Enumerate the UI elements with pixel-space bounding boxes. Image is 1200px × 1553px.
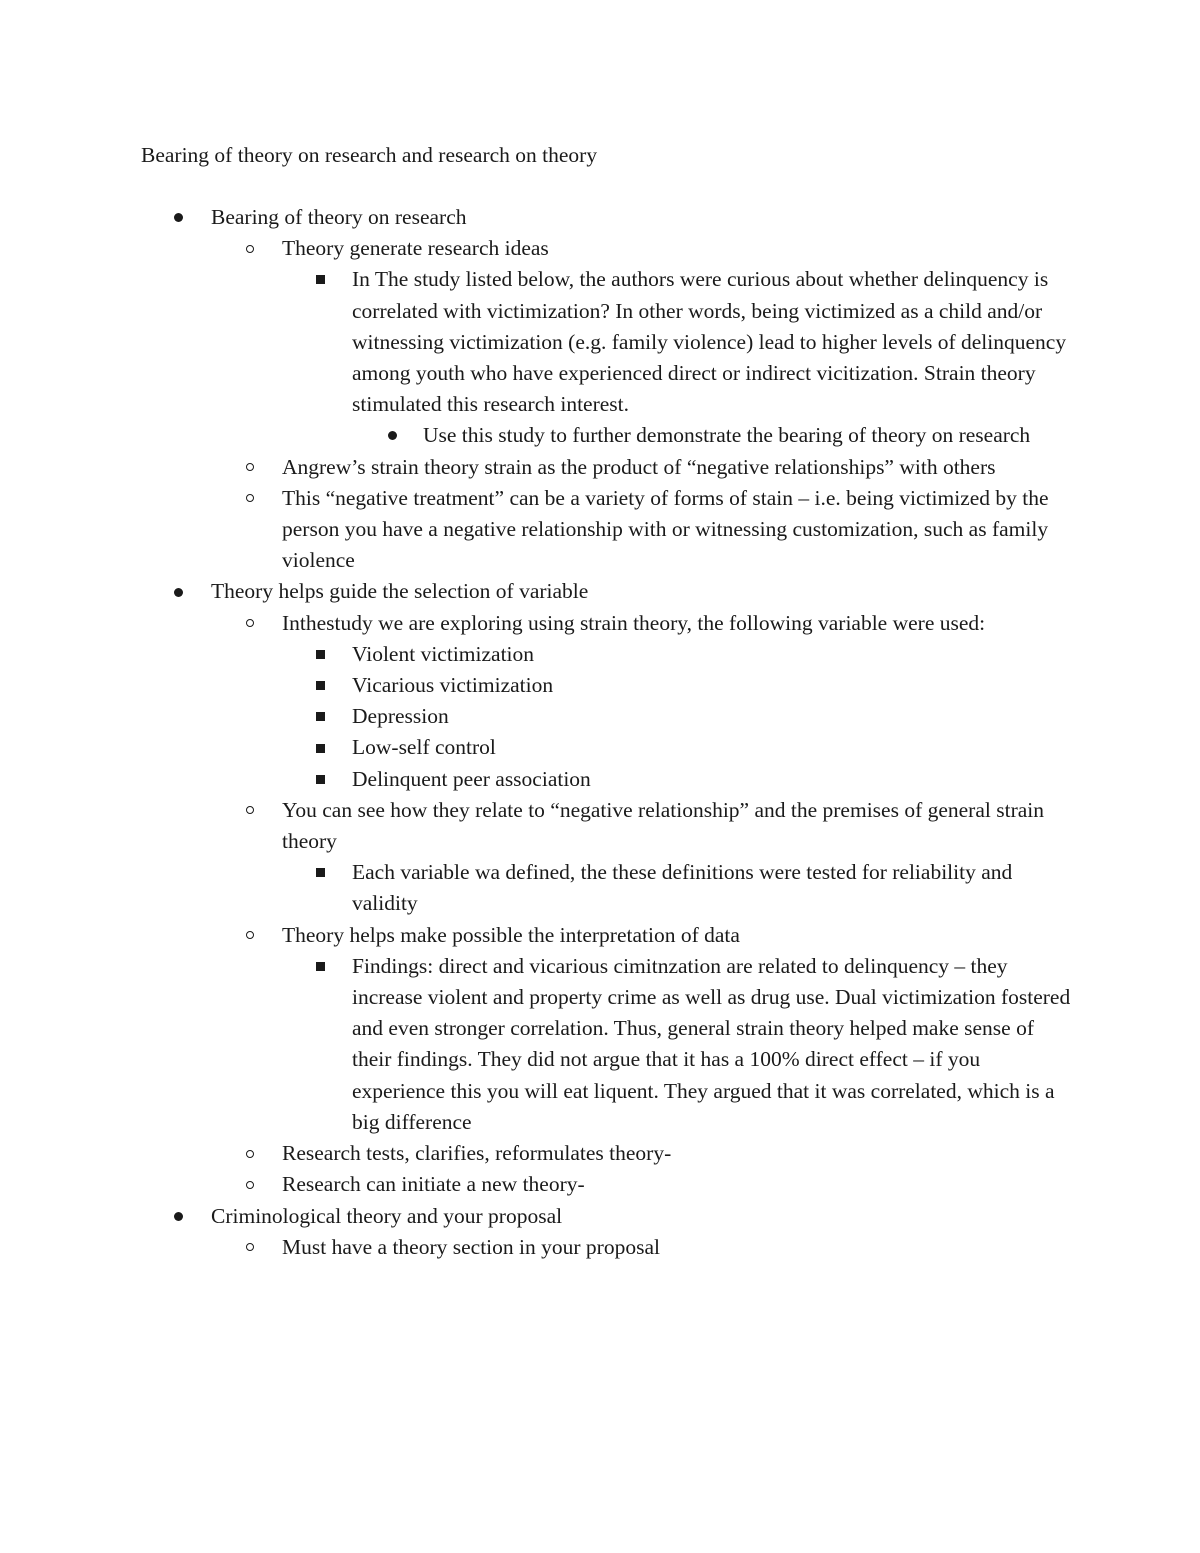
list-item [0, 732, 1072, 763]
circle-bullet-icon [246, 483, 254, 514]
square-bullet-icon [316, 764, 325, 795]
list-item [0, 1232, 1072, 1263]
list-item-text: Delinquent peer association [352, 766, 591, 791]
list-item-text: Inthestudy we are exploring using strain theory, the following variable were used: [282, 610, 986, 635]
list-item-text: Must have a theory section in your proposal [282, 1234, 660, 1259]
list-item [0, 920, 1072, 951]
list-item [0, 639, 1072, 670]
list-item-text: Bearing of theory on research [211, 205, 467, 229]
list-item [0, 670, 1072, 701]
circle-bullet-icon [246, 452, 254, 483]
list-item [0, 857, 1072, 919]
list-item-text: Use this study to further demonstrate the bearing of theory on research [423, 423, 1031, 448]
list-item-text: Theory generate research ideas [282, 236, 549, 261]
list-item [0, 420, 1073, 451]
square-bullet-icon [316, 951, 325, 982]
list-item [0, 764, 1072, 795]
list-item-text: Vicarious victimization [352, 673, 554, 698]
list-item-text: This “negative treatment” can be a variety of forms of stain – i.e. being victimized by the person you have a negative relationship with or witnessing customization, such as family violence [282, 485, 1049, 573]
list-item-text: Angrew’s strain theory strain as the product of “negative relationships” with others [282, 454, 996, 479]
list-item [0, 1169, 1072, 1200]
list-item-text: Research can initiate a new theory- [282, 1172, 585, 1197]
list-item-text: Low-self control [352, 735, 496, 760]
bullet-icon [174, 202, 183, 233]
list-item-text: Research tests, clarifies, reformulates theory- [282, 1141, 672, 1166]
list-item [0, 264, 1072, 420]
circle-bullet-icon [246, 233, 254, 264]
circle-bullet-icon [246, 1232, 254, 1263]
list-item [0, 452, 1072, 483]
list-item [0, 1138, 1072, 1169]
list-item-text: Theory helps guide the selection of variable [211, 579, 589, 604]
list-item [0, 202, 1071, 233]
list-item-text: Each variable wa defined, the these definitions were tested for reliability and validity [352, 860, 1013, 916]
list-item [0, 576, 1071, 607]
list-item [0, 795, 1072, 857]
circle-bullet-icon [246, 1138, 254, 1169]
list-item-text: Criminological theory and your proposal [211, 1203, 563, 1228]
list-item [0, 1201, 1071, 1232]
list-item [0, 951, 1072, 1138]
circle-bullet-icon [246, 920, 254, 951]
list-item-text: Violent victimization [352, 641, 535, 666]
bullet-icon [174, 1201, 183, 1232]
list-item-text: In The study listed below, the authors were curious about whether delinquency is correlated with victimization? In other words, being victimized as a child and/or witnessing victimization (e.g. family violence) lead to higher levels of delinquency among youth who have experienced direct or indirect vicitization. Strain theory stimulated this research interest. [352, 267, 1067, 417]
list-item [0, 483, 1072, 577]
square-bullet-icon [316, 857, 325, 888]
square-bullet-icon [316, 264, 325, 295]
bullet-outline [0, 202, 1200, 1263]
list-item [0, 701, 1072, 732]
circle-bullet-icon [246, 1169, 254, 1200]
circle-bullet-icon [246, 608, 254, 639]
list-item-text: Findings: direct and vicarious cimitnzation are related to delinquency – they increase violent and property crime as well as drug use. Dual victimization fostered and even stronger correlation. Thus, general strain theory helped make sense of their findings. They did not argue that it has a 100% direct effect – if you experience this you will eat liquent. They argued that it was correlated, which is a big difference [352, 953, 1071, 1134]
square-bullet-icon [316, 639, 325, 670]
bullet-icon [174, 576, 183, 607]
list-item [0, 233, 1072, 264]
square-bullet-icon [316, 670, 325, 701]
square-bullet-icon [316, 732, 325, 763]
circle-bullet-icon [246, 795, 254, 826]
list-item-text: Theory helps make possible the interpretation of data [282, 922, 740, 947]
list-item-text: You can see how they relate to “negative relationship” and the premises of general strain theory [282, 797, 1045, 854]
list-item-text: Depression [352, 704, 449, 729]
document-title: Bearing of theory on research and research on theory [141, 143, 598, 167]
square-bullet-icon [316, 701, 325, 732]
list-item [0, 608, 1072, 639]
bullet-icon [388, 420, 397, 451]
